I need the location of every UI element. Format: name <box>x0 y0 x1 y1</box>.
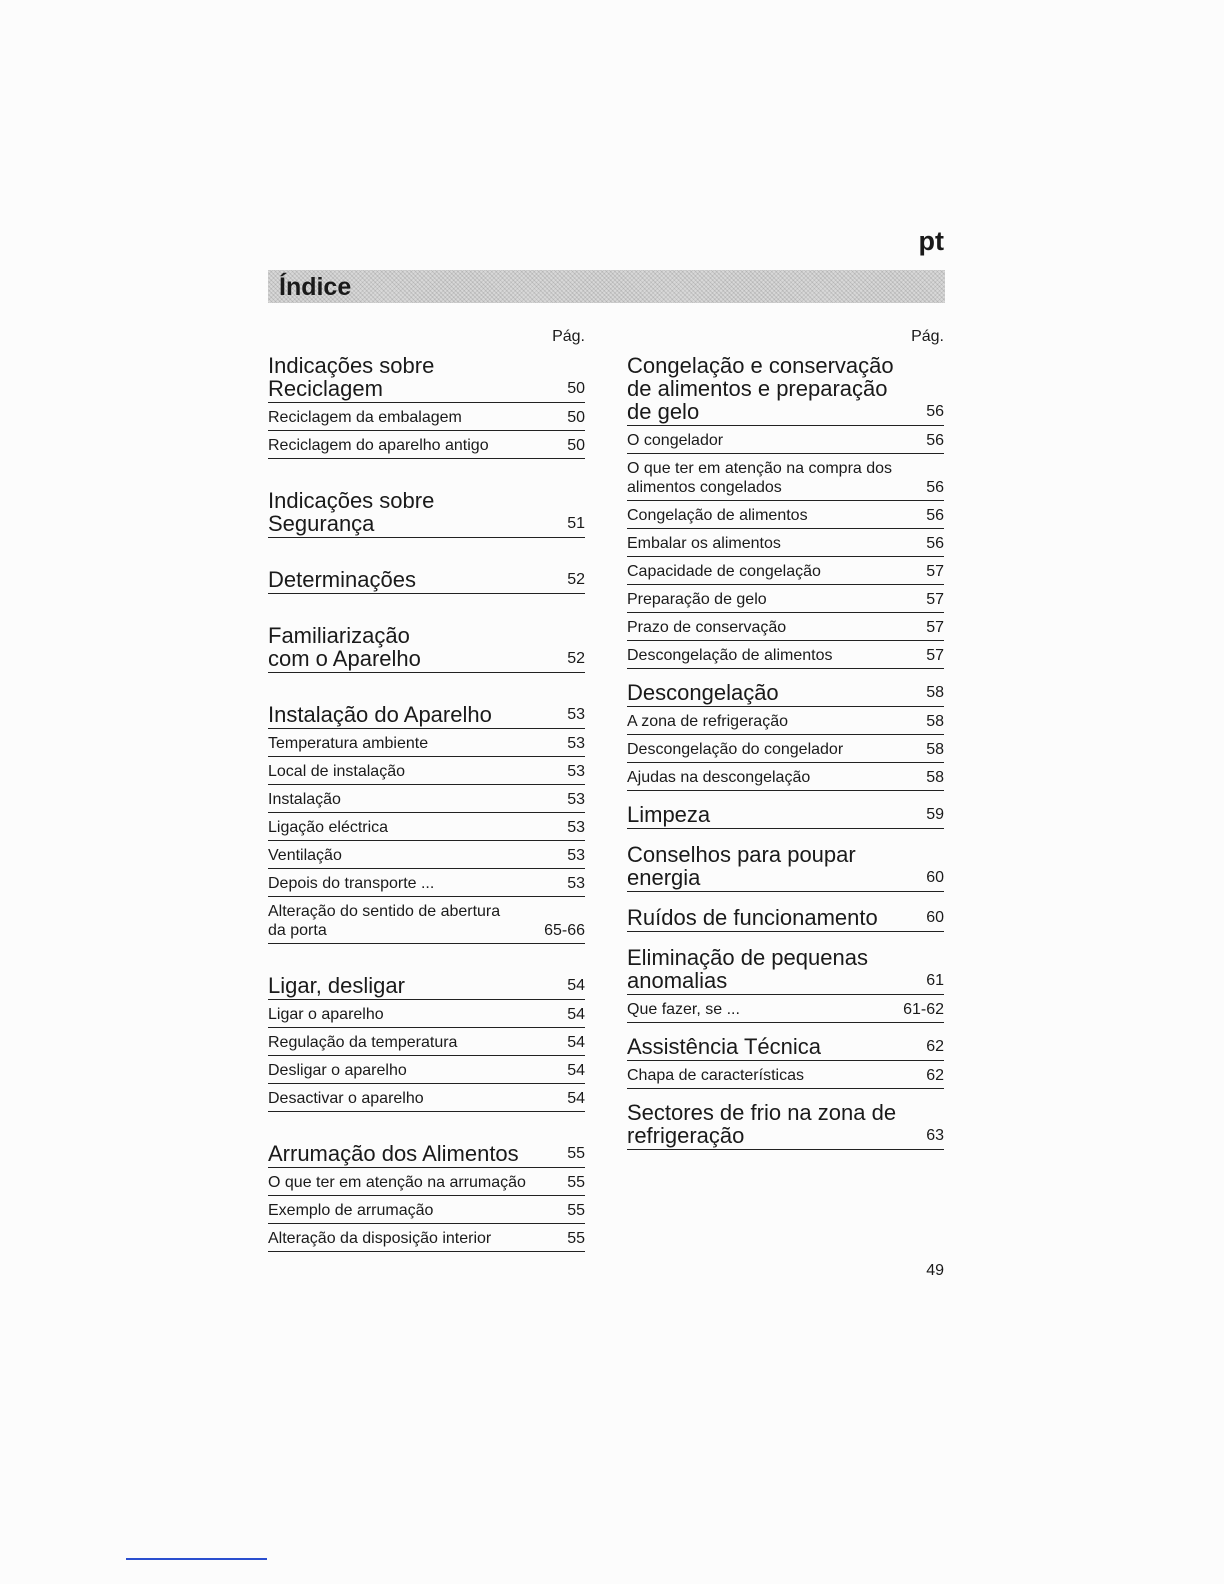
toc-entry[interactable] <box>268 1224 585 1252</box>
entry-page-number: 53 <box>567 875 585 892</box>
toc-section-heading[interactable] <box>627 803 944 829</box>
entry-title: Instalação <box>268 791 341 808</box>
section-page-number: 60 <box>926 869 944 886</box>
entry-page-number: 58 <box>926 713 944 730</box>
entry-page-number: 53 <box>567 847 585 864</box>
entry-page-number: 53 <box>567 735 585 752</box>
entry-page-number: 57 <box>926 647 944 664</box>
entry-title: Chapa de características <box>627 1067 804 1084</box>
section-spacer <box>268 459 585 489</box>
entry-page-number: 53 <box>567 763 585 780</box>
toc-entry[interactable] <box>268 1028 585 1056</box>
toc-right-column <box>627 326 944 1150</box>
toc-entry[interactable] <box>268 1168 585 1196</box>
entry-title: Alteração do sentido de abertura da porta <box>268 903 501 939</box>
entry-title: Ligar o aparelho <box>268 1006 384 1023</box>
section-page-number: 51 <box>567 515 585 532</box>
toc-section-heading[interactable] <box>268 489 585 538</box>
toc-entry[interactable] <box>268 431 585 459</box>
entry-title: Descongelação de alimentos <box>627 647 833 664</box>
section-page-number: 53 <box>567 706 585 723</box>
entry-title: Exemplo de arrumação <box>268 1202 434 1219</box>
section-title: Indicações sobre Reciclagem <box>268 353 435 401</box>
entry-title: Preparação de gelo <box>627 591 767 608</box>
section-title: Determinações <box>268 567 416 592</box>
section-title: Conselhos para poupar energia <box>627 842 856 890</box>
section-spacer <box>627 829 944 843</box>
section-spacer <box>627 892 944 906</box>
entry-page-number: 54 <box>567 1006 585 1023</box>
toc-section-heading[interactable] <box>268 703 585 729</box>
toc-entry[interactable] <box>268 1000 585 1028</box>
toc-entry[interactable] <box>627 995 944 1023</box>
entry-title: Reciclagem da embalagem <box>268 409 462 426</box>
entry-title: O congelador <box>627 432 724 449</box>
entry-title: Ajudas na descongelação <box>627 769 811 786</box>
section-title: Sectores de frio na zona de refrigeração <box>627 1100 897 1148</box>
toc-section-heading[interactable] <box>627 946 944 995</box>
entry-title: Temperatura ambiente <box>268 735 429 752</box>
section-page-number: 62 <box>926 1038 944 1055</box>
toc-entry[interactable] <box>627 641 944 669</box>
entry-title: Embalar os alimentos <box>627 535 781 552</box>
toc-section-heading[interactable] <box>268 1142 585 1168</box>
entry-page-number: 56 <box>926 507 944 524</box>
entry-page-number: 55 <box>567 1202 585 1219</box>
toc-entry[interactable] <box>268 1056 585 1084</box>
section-title: Descongelação <box>627 680 779 705</box>
entry-page-number: 53 <box>567 791 585 808</box>
section-title: Ligar, desligar <box>268 973 405 998</box>
section-title: Familiarização com o Aparelho <box>268 623 421 671</box>
entry-page-number: 54 <box>567 1034 585 1051</box>
section-page-number: 55 <box>567 1145 585 1162</box>
toc-entry[interactable] <box>627 735 944 763</box>
page-column-label: Pág. <box>911 328 944 345</box>
toc-section-heading[interactable] <box>627 843 944 892</box>
entry-title: Que fazer, se ... <box>627 1001 740 1018</box>
toc-section-heading[interactable] <box>268 974 585 1000</box>
toc-entry[interactable] <box>627 454 944 501</box>
section-page-number: 52 <box>567 571 585 588</box>
toc-entry[interactable] <box>268 841 585 869</box>
toc-entry[interactable] <box>627 557 944 585</box>
entry-page-number: 65-66 <box>544 922 585 939</box>
entry-page-number: 50 <box>567 409 585 426</box>
page-title: Índice <box>279 273 352 301</box>
toc-entry[interactable] <box>268 403 585 431</box>
toc-section-heading[interactable] <box>627 681 944 707</box>
section-page-number: 56 <box>926 403 944 420</box>
section-title: Indicações sobre Segurança <box>268 488 435 536</box>
toc-entry[interactable] <box>627 529 944 557</box>
section-title: Arrumação dos Alimentos <box>268 1141 519 1166</box>
section-page-number: 63 <box>926 1127 944 1144</box>
toc-section-heading[interactable] <box>268 624 585 673</box>
entry-page-number: 56 <box>926 432 944 449</box>
entry-title: A zona de refrigeração <box>627 713 788 730</box>
section-title: Limpeza <box>627 802 711 827</box>
entry-title: Reciclagem do aparelho antigo <box>268 437 489 454</box>
section-title: Ruídos de funcionamento <box>627 905 878 930</box>
toc-section-heading[interactable] <box>627 1101 944 1150</box>
section-spacer <box>268 538 585 568</box>
decorative-line <box>126 1558 267 1560</box>
section-title: Instalação do Aparelho <box>268 702 492 727</box>
section-spacer <box>627 932 944 946</box>
entry-title: Congelação de alimentos <box>627 507 808 524</box>
toc-entry[interactable] <box>627 585 944 613</box>
toc-left-column <box>268 326 585 1252</box>
entry-page-number: 58 <box>926 741 944 758</box>
toc-entry[interactable] <box>268 757 585 785</box>
toc-entry[interactable] <box>627 426 944 454</box>
entry-title: Regulação da temperatura <box>268 1034 458 1051</box>
entry-page-number: 61-62 <box>903 1001 944 1018</box>
page-column-label: Pág. <box>552 328 585 345</box>
entry-title: Depois do transporte ... <box>268 875 435 892</box>
section-title: Assistência Técnica <box>627 1034 822 1059</box>
entry-page-number: 54 <box>567 1062 585 1079</box>
section-page-number: 59 <box>926 806 944 823</box>
entry-page-number: 57 <box>926 591 944 608</box>
section-title: Eliminação de pequenas anomalias <box>627 945 868 993</box>
entry-title: Descongelação do congelador <box>627 741 844 758</box>
toc-entry[interactable] <box>268 1196 585 1224</box>
entry-title: Ventilação <box>268 847 342 864</box>
toc-section-heading[interactable] <box>627 906 944 932</box>
entry-title: O que ter em atenção na compra dos alimentos congelados <box>627 460 893 496</box>
entry-page-number: 55 <box>567 1230 585 1247</box>
toc-entry[interactable] <box>627 501 944 529</box>
section-spacer <box>268 1112 585 1142</box>
section-spacer <box>268 594 585 624</box>
toc-entry[interactable] <box>627 763 944 791</box>
toc-entry[interactable] <box>627 707 944 735</box>
entry-title: Alteração da disposição interior <box>268 1230 492 1247</box>
toc-entry[interactable] <box>627 1061 944 1089</box>
section-spacer <box>268 673 585 703</box>
entry-title: Desactivar o aparelho <box>268 1090 424 1107</box>
toc-entry[interactable] <box>268 729 585 757</box>
entry-page-number: 50 <box>567 437 585 454</box>
entry-title: O que ter em atenção na arrumação <box>268 1174 526 1191</box>
section-page-number: 50 <box>567 380 585 397</box>
entry-page-number: 57 <box>926 563 944 580</box>
toc-section-heading[interactable] <box>268 568 585 594</box>
section-spacer <box>268 944 585 974</box>
section-page-number: 58 <box>926 684 944 701</box>
entry-title: Ligação eléctrica <box>268 819 389 836</box>
entry-title: Prazo de conservação <box>627 619 787 636</box>
language-code: pt <box>918 226 944 256</box>
entry-page-number: 62 <box>926 1067 944 1084</box>
entry-page-number: 57 <box>926 619 944 636</box>
entry-page-number: 58 <box>926 769 944 786</box>
toc-section-heading[interactable] <box>268 354 585 403</box>
entry-title: Local de instalação <box>268 763 405 780</box>
toc-section-heading[interactable] <box>627 354 944 426</box>
section-page-number: 54 <box>567 977 585 994</box>
entry-page-number: 53 <box>567 819 585 836</box>
section-title: Congelação e conservação de alimentos e preparação de gelo <box>627 353 894 424</box>
title-bar <box>268 270 945 303</box>
section-page-number: 60 <box>926 909 944 926</box>
entry-title: Capacidade de congelação <box>627 563 821 580</box>
entry-page-number: 56 <box>926 535 944 552</box>
section-page-number: 52 <box>567 650 585 667</box>
toc-entry[interactable] <box>268 813 585 841</box>
toc-entry[interactable] <box>627 613 944 641</box>
toc-entry[interactable] <box>268 785 585 813</box>
toc-section-heading[interactable] <box>627 1035 944 1061</box>
toc-entry[interactable] <box>268 869 585 897</box>
toc-entry[interactable] <box>268 897 585 944</box>
toc-entry[interactable] <box>268 1084 585 1112</box>
entry-page-number: 55 <box>567 1174 585 1191</box>
entry-title: Desligar o aparelho <box>268 1062 407 1079</box>
entry-page-number: 56 <box>926 479 944 496</box>
section-page-number: 61 <box>926 972 944 989</box>
entry-page-number: 54 <box>567 1090 585 1107</box>
page-number: 49 <box>926 1262 944 1279</box>
